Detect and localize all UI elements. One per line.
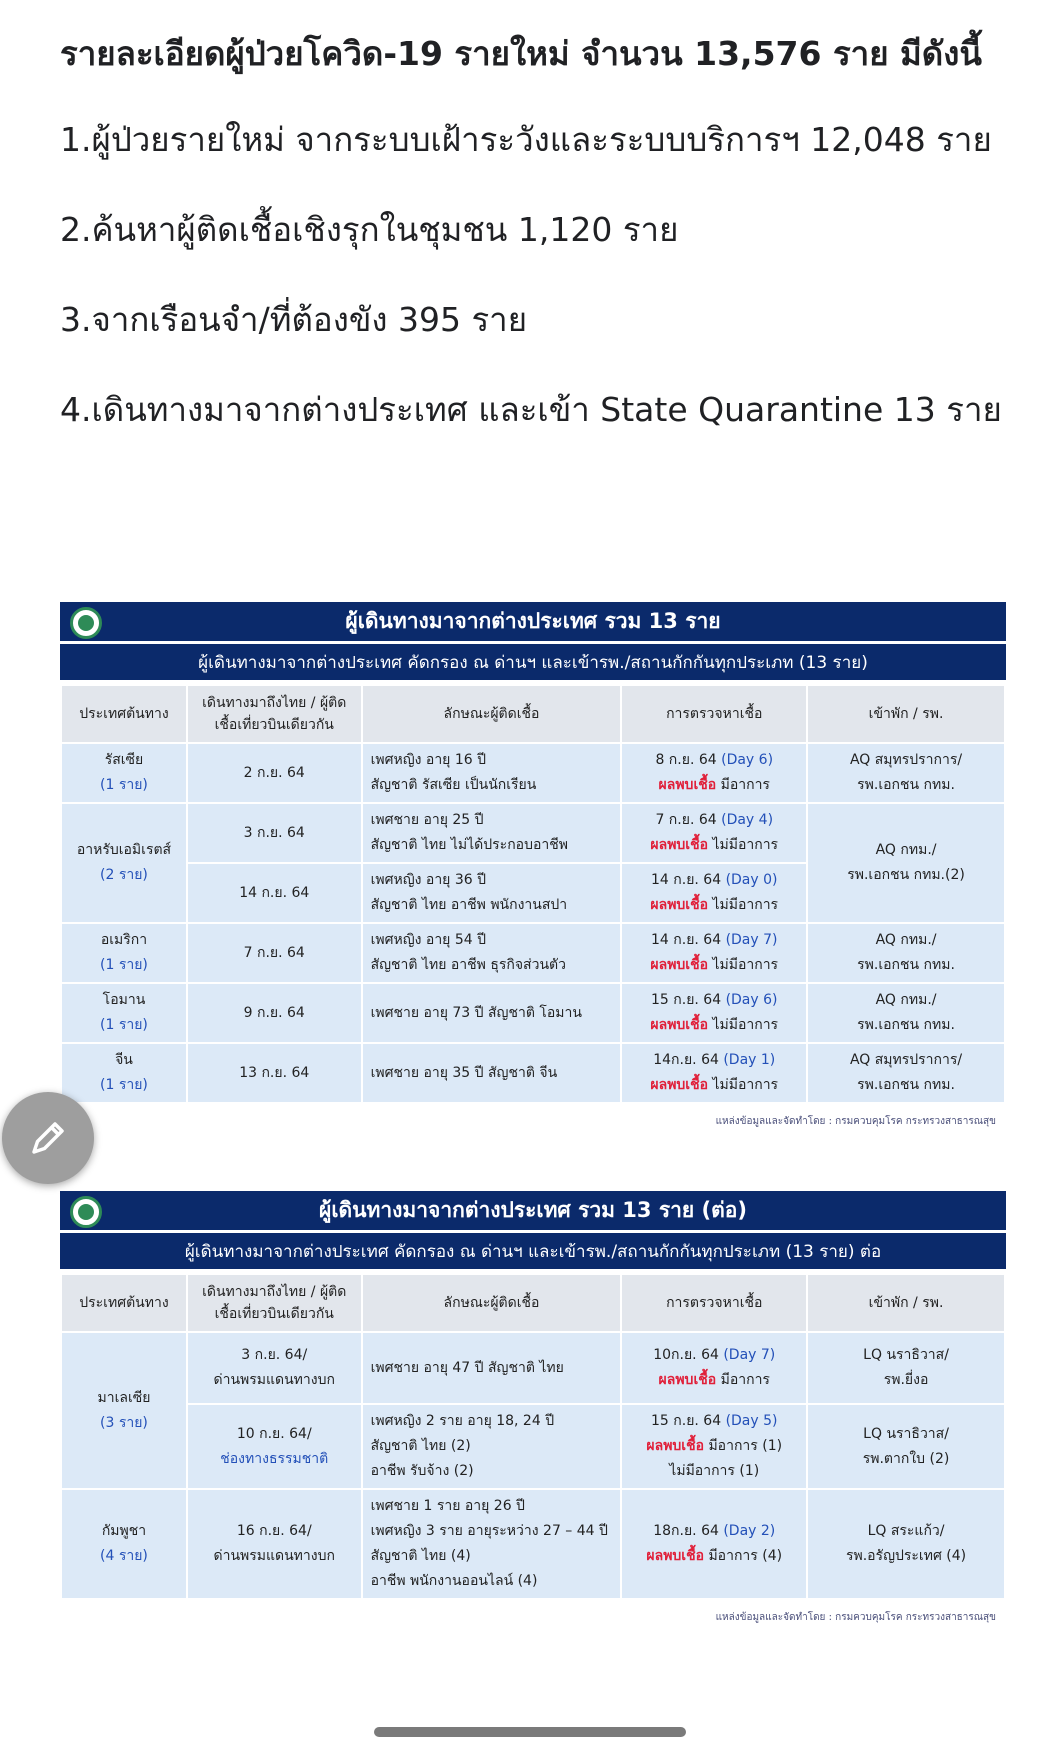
test-cell: 10ก.ย. 64 (Day 7) ผลพบเชื้อ มีอาการ [622,1333,806,1403]
arrival-cell: 10 ก.ย. 64/ ช่องทางธรรมชาติ [188,1405,361,1488]
table-subtitle: ผู้เดินทางมาจากต่างประเทศ คัดกรอง ณ ด่านฯ และเข้ารพ./สถานกักกันทุกประเภท (13 ราย) [60,644,1006,680]
table-title: ผู้เดินทางมาจากต่างประเทศ รวม 13 ราย (ต่อ) [319,1198,747,1222]
department-logo-icon [70,1196,102,1228]
cases-table [60,1273,1006,1600]
header-country: ประเทศต้นทาง [62,686,186,742]
header-arrival: เดินทางมาถึงไทย / ผู้ติดเชื้อเที่ยวบินเดียวกัน [188,1275,361,1331]
test-cell: 14 ก.ย. 64 (Day 0) ผลพบเชื้อ ไม่มีอาการ [622,864,806,922]
arrival-cell: 3 ก.ย. 64/ ด่านพรมแดนทางบก [188,1333,361,1403]
header-place: เข้าพัก / รพ. [808,686,1004,742]
description-cell: เพศชาย 1 ราย อายุ 26 ปี เพศหญิง 3 ราย อายุระหว่าง 27 – 44 ปี สัญชาติ ไทย (4) อาชีพ พนักงานออนไลน์ (4) [363,1490,621,1598]
description-cell: เพศชาย อายุ 35 ปี สัญชาติ จีน [363,1044,621,1102]
table-row [62,984,1004,1042]
place-cell: AQ กทม./ รพ.เอกชน กทม. [808,984,1004,1042]
article-paragraph-4: 4.เดินทางมาจากต่างประเทศ และเข้า State Quarantine 13 ราย [60,390,1002,429]
table-row [62,1405,1004,1488]
table-row [62,1044,1004,1102]
source-note: แหล่งข้อมูลและจัดทำโดย : กรมควบคุมโรค กระทรวงสาธารณสุข [715,1116,996,1127]
table-subtitle: ผู้เดินทางมาจากต่างประเทศ คัดกรอง ณ ด่านฯ และเข้ารพ./สถานกักกันทุกประเภท (13 ราย) ต่อ [60,1233,1006,1269]
article-paragraph-3: 3.จากเรือนจำ/ที่ต้องขัง 395 ราย [60,300,528,339]
country-cell: มาเลเซีย (3 ราย) [62,1333,186,1488]
country-cell: อาหรับเอมิเรตส์ (2 ราย) [62,804,186,922]
description-cell: เพศชาย อายุ 47 ปี สัญชาติ ไทย [363,1333,621,1403]
test-cell: 15 ก.ย. 64 (Day 5) ผลพบเชื้อ มีอาการ (1) ไม่มีอาการ (1) [622,1405,806,1488]
place-cell: AQ สมุทรปราการ/ รพ.เอกชน กทม. [808,744,1004,802]
country-cell: จีน (1 ราย) [62,1044,186,1102]
infographic-table-1 [60,602,1006,1129]
description-cell: เพศชาย อายุ 25 ปี สัญชาติ ไทย ไม่ได้ประกอบอาชีพ [363,804,621,862]
edit-button[interactable] [2,1092,94,1184]
test-cell: 14ก.ย. 64 (Day 1) ผลพบเชื้อ ไม่มีอาการ [622,1044,806,1102]
table-header-row [62,1275,1004,1331]
table-header-row [62,686,1004,742]
table-row [62,1333,1004,1403]
home-indicator[interactable] [374,1727,686,1737]
description-cell: เพศหญิง อายุ 36 ปี สัญชาติ ไทย อาชีพ พนักงานสปา [363,864,621,922]
test-cell: 18ก.ย. 64 (Day 2) ผลพบเชื้อ มีอาการ (4) [622,1490,806,1598]
place-cell: LQ สระแก้ว/ รพ.อรัญประเทศ (4) [808,1490,1004,1598]
article [60,34,1010,480]
arrival-cell: 7 ก.ย. 64 [188,924,361,982]
country-cell: รัสเซีย (1 ราย) [62,744,186,802]
department-logo-icon [70,607,102,639]
place-cell: AQ สมุทรปราการ/ รพ.เอกชน กทม. [808,1044,1004,1102]
cases-table [60,684,1006,1104]
description-cell: เพศหญิง อายุ 54 ปี สัญชาติ ไทย อาชีพ ธุรกิจส่วนตัว [363,924,621,982]
article-headline: รายละเอียดผู้ป่วยโควิด-19 รายใหม่ จำนวน 13,576 ราย มีดังนี้ [60,34,982,73]
table-title: ผู้เดินทางมาจากต่างประเทศ รวม 13 ราย [345,609,721,633]
place-cell: AQ กทม./ รพ.เอกชน กทม.(2) [808,804,1004,922]
header-description: ลักษณะผู้ติดเชื้อ [363,686,621,742]
header-test: การตรวจหาเชื้อ [622,686,806,742]
arrival-cell: 14 ก.ย. 64 [188,864,361,922]
place-cell: LQ นราธิวาส/ รพ.ยี่งอ [808,1333,1004,1403]
description-cell: เพศหญิง 2 ราย อายุ 18, 24 ปี สัญชาติ ไทย (2) อาชีพ รับจ้าง (2) [363,1405,621,1488]
header-country: ประเทศต้นทาง [62,1275,186,1331]
arrival-cell: 2 ก.ย. 64 [188,744,361,802]
place-cell: AQ กทม./ รพ.เอกชน กทม. [808,924,1004,982]
table-row [62,744,1004,802]
article-paragraph-1: 1.ผู้ป่วยรายใหม่ จากระบบเฝ้าระวังและระบบบริการฯ 12,048 ราย [60,120,992,159]
article-paragraph-2: 2.ค้นหาผู้ติดเชื้อเชิงรุกในชุมชน 1,120 ราย [60,210,679,249]
table-title-bar [60,602,1006,644]
description-cell: เพศชาย อายุ 73 ปี สัญชาติ โอมาน [363,984,621,1042]
country-cell: โอมาน (1 ราย) [62,984,186,1042]
arrival-cell: 13 ก.ย. 64 [188,1044,361,1102]
table-title-bar [60,1191,1006,1233]
test-cell: 14 ก.ย. 64 (Day 7) ผลพบเชื้อ ไม่มีอาการ [622,924,806,982]
arrival-cell: 9 ก.ย. 64 [188,984,361,1042]
header-arrival: เดินทางมาถึงไทย / ผู้ติดเชื้อเที่ยวบินเดียวกัน [188,686,361,742]
header-description: ลักษณะผู้ติดเชื้อ [363,1275,621,1331]
test-cell: 15 ก.ย. 64 (Day 6) ผลพบเชื้อ ไม่มีอาการ [622,984,806,1042]
infographic-table-2 [60,1191,1006,1625]
country-cell: กัมพูชา (4 ราย) [62,1490,186,1598]
table-row [62,1490,1004,1598]
table-row [62,924,1004,982]
arrival-cell: 3 ก.ย. 64 [188,804,361,862]
place-cell: LQ นราธิวาส/ รพ.ตากใบ (2) [808,1405,1004,1488]
arrival-cell: 16 ก.ย. 64/ ด่านพรมแดนทางบก [188,1490,361,1598]
source-note: แหล่งข้อมูลและจัดทำโดย : กรมควบคุมโรค กระทรวงสาธารณสุข [715,1612,996,1623]
country-cell: อเมริกา (1 ราย) [62,924,186,982]
header-place: เข้าพัก / รพ. [808,1275,1004,1331]
header-test: การตรวจหาเชื้อ [622,1275,806,1331]
pencil-icon [27,1117,69,1159]
description-cell: เพศหญิง อายุ 16 ปี สัญชาติ รัสเซีย เป็นนักเรียน [363,744,621,802]
test-cell: 8 ก.ย. 64 (Day 6) ผลพบเชื้อ มีอาการ [622,744,806,802]
table-row [62,804,1004,862]
test-cell: 7 ก.ย. 64 (Day 4) ผลพบเชื้อ ไม่มีอาการ [622,804,806,862]
